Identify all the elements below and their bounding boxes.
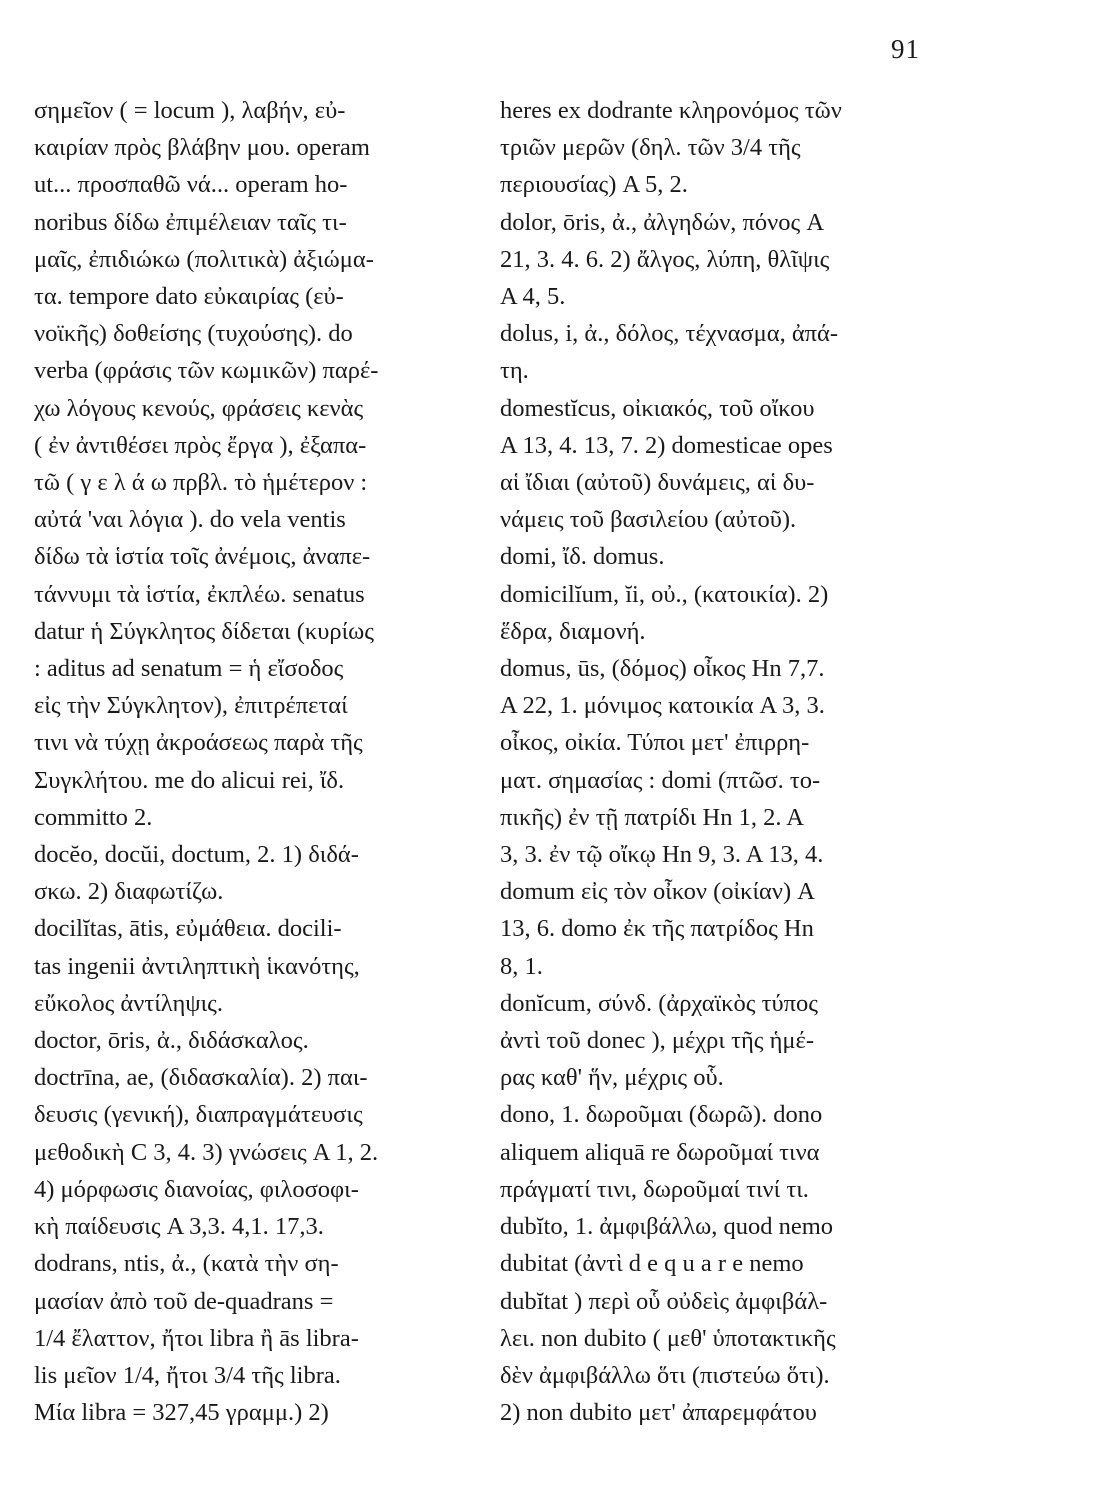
entry-line: οἶκος, οἰκία. Τύποι μετ' ἐπιρρη-: [500, 729, 810, 757]
dictionary-entry: [34, 1245, 454, 1431]
entry-line: χω λόγους κενούς, φράσεις κενὰς: [34, 394, 364, 422]
entry-line: τα. tempore dato εὐκαιρίας (εὐ-: [34, 283, 344, 311]
entry-line: ρας καθ' ἥν, μέχρις οὗ.: [500, 1064, 724, 1092]
entry-line: ( ἐν ἀντιθέσει πρὸς ἔργα ), ἐξαπα-: [34, 431, 367, 459]
entry-line: μεθοδικὴ C 3, 4. 3) γνώσεις A 1, 2.: [34, 1138, 379, 1166]
entry-line: heres ex dodrante κληρονόμος τῶν: [500, 97, 842, 124]
entry-line: domicilĭum, ĭi, οὐ., (κατοικία). 2): [500, 580, 829, 608]
entry-line: δευσις (γενική), διαπραγμάτευσις: [34, 1101, 363, 1129]
entry-line: 4) μόρφωσις διανοίας, φιλοσοφι-: [34, 1175, 359, 1203]
entry-line: verba (φράσις τῶν κωμικῶν) παρέ-: [34, 357, 379, 385]
entry-line: Συγκλήτου. me do alicui rei, ἴδ.: [34, 766, 345, 794]
entry-line: σημεῖον ( = locum ), λαβήν, εὐ-: [34, 97, 346, 124]
dictionary-entry: [500, 315, 930, 389]
entry-line: A 22, 1. μόνιμος κατοικία A 3, 3.: [500, 692, 825, 720]
dictionary-entry: [500, 1208, 930, 1431]
entry-line: εὔκολος ἀντίληψις.: [34, 989, 224, 1017]
entry-line: docilĭtas, ātis, εὐμάθεια. docili-: [34, 915, 342, 943]
entry-line: τριῶν μερῶν (δηλ. τῶν 3/4 τῆς: [500, 134, 801, 162]
dictionary-entry: [500, 92, 930, 204]
entry-line: Μία libra = 327,45 γραμμ.) 2): [34, 1399, 329, 1427]
entry-line: λει. non dubito ( μεθ' ὑποτακτικῆς: [500, 1324, 836, 1352]
entry-line: committo 2.: [34, 803, 153, 831]
dictionary-entry: [500, 650, 930, 985]
entry-line: domum εἰς τὸν οἶκον (οἰκίαν) A: [500, 878, 815, 906]
entry-line: dolor, ōris, ἀ., ἀλγηδών, πόνος A: [500, 208, 825, 236]
entry-line: ἀντὶ τοῦ donec ), μέχρι τῆς ἡμέ-: [500, 1027, 814, 1055]
entry-line: dolus, i, ἀ., δόλος, τέχνασμα, ἀπά-: [500, 320, 839, 348]
entry-line: dubĭtat ) περὶ οὗ οὐδεὶς ἀμφιβάλ-: [500, 1287, 828, 1315]
entry-line: dono, 1. δωροῦμαι (δωρῶ). dono: [500, 1101, 823, 1129]
entry-line: δίδω τὰ ἱστία τοῖς ἀνέμοις, ἀναπε-: [34, 543, 371, 571]
entry-line: 3, 3. ἐν τῷ οἴκῳ Hn 9, 3. A 13, 4.: [500, 841, 824, 869]
dictionary-entry: [34, 1022, 454, 1059]
entry-line: τινι νὰ τύχῃ ἀκροάσεως παρὰ τῆς: [34, 729, 363, 757]
entry-line: νάμεις τοῦ βασιλείου (αὐτοῦ).: [500, 506, 797, 534]
entry-line: 21, 3. 4. 6. 2) ἄλγος, λύπη, θλῖψις: [500, 245, 830, 273]
entry-line: 1/4 ἔλαττον, ἤτοι libra ἢ ās libra-: [34, 1324, 359, 1352]
entry-line: domestĭcus, οἰκιακός, τοῦ οἴκου: [500, 394, 815, 422]
entry-line: dubĭto, 1. ἀμφιβάλλω, quod nemo: [500, 1213, 834, 1241]
dictionary-entry: [34, 92, 454, 836]
entry-line: donĭcum, σύνδ. (ἀρχαϊκὸς τύπος: [500, 989, 818, 1017]
entry-line: A 4, 5.: [500, 283, 566, 311]
dictionary-entry: [500, 1096, 930, 1208]
entry-line: κὴ παίδευσις A 3,3. 4,1. 17,3.: [34, 1213, 324, 1241]
entry-line: aliquem aliquā re δωροῦμαί τινα: [500, 1138, 820, 1166]
entry-line: A 13, 4. 13, 7. 2) domesticae opes: [500, 431, 833, 459]
dictionary-entry: [500, 985, 930, 1097]
entry-line: τῶ ( γ ε λ ά ω πρβλ. τὸ ἡμέτερον :: [34, 469, 368, 497]
entry-line: εἰς τὴν Σύγκλητον), ἐπιτρέπεταί: [34, 692, 348, 720]
entry-line: αὐτά 'ναι λόγια ). do vela ventis: [34, 506, 346, 534]
entry-line: doctrīna, ae, (διδασκαλία). 2) παι-: [34, 1064, 368, 1092]
entry-line: dubitat (ἀντὶ d e q u a r e nemo: [500, 1250, 804, 1278]
entry-line: dodrans, ntis, ἀ., (κατὰ τὴν ση-: [34, 1250, 339, 1278]
entry-line: tas ingenii ἀντιληπτικὴ ἱκανότης,: [34, 952, 360, 980]
entry-line: domus, ūs, (δόμος) οἶκος Hn 7,7.: [500, 655, 825, 683]
dictionary-entry: [34, 836, 454, 910]
dictionary-entry: [500, 576, 930, 650]
entry-line: ματ. σημασίας : domi (πτῶσ. το-: [500, 766, 821, 794]
entry-line: lis μεῖον 1/4, ἤτοι 3/4 τῆς libra.: [34, 1361, 341, 1389]
entry-line: νοϊκῆς) δοθείσης (τυχούσης). do: [34, 320, 353, 348]
page-number: 91: [891, 34, 920, 64]
entry-line: τη.: [500, 357, 529, 385]
entry-line: καιρίαν πρὸς βλάβην μου. operam: [34, 134, 370, 162]
entry-line: περιουσίας) A 5, 2.: [500, 171, 688, 199]
entry-line: : aditus ad senatum = ἡ εἴσοδος: [34, 655, 344, 683]
entry-line: domi, ἴδ. domus.: [500, 543, 665, 571]
entry-line: σκω. 2) διαφωτίζω.: [34, 878, 224, 906]
entry-line: ἕδρα, διαμονή.: [500, 617, 646, 645]
dictionary-entry: [500, 204, 930, 316]
entry-line: αἱ ἴδιαι (αὐτοῦ) δυνάμεις, αἱ δυ-: [500, 469, 815, 497]
entry-line: noribus δίδω ἐπιμέλειαν ταῖς τι-: [34, 208, 347, 236]
entry-line: doctor, ōris, ἀ., διδάσκαλος.: [34, 1027, 309, 1055]
dictionary-entry: [34, 910, 454, 1022]
entry-line: δὲν ἀμφιβάλλω ὅτι (πιστεύω ὅτι).: [500, 1361, 830, 1389]
entry-line: docĕo, docŭi, doctum, 2. 1) διδά-: [34, 841, 359, 869]
entry-line: 2) non dubito μετ' ἀπαρεμφάτου: [500, 1399, 817, 1427]
entry-line: τάννυμι τὰ ἱστία, ἐκπλέω. senatus: [34, 580, 365, 608]
entry-line: πικῆς) ἐν τῇ πατρίδι Hn 1, 2. A: [500, 803, 804, 831]
dictionary-entry: [500, 538, 930, 575]
entry-line: 8, 1.: [500, 952, 543, 980]
entry-line: ut... προσπαθῶ νά... operam ho-: [34, 171, 348, 199]
entry-line: datur ἡ Σύγκλητος δίδεται (κυρίως: [34, 617, 375, 645]
entry-line: μασίαν ἀπὸ τοῦ de-quadrans =: [34, 1287, 334, 1315]
entry-line: πράγματί τινι, δωροῦμαί τινί τι.: [500, 1175, 809, 1203]
dictionary-entry: [34, 1059, 454, 1245]
right-column: [500, 92, 930, 1431]
entry-line: 13, 6. domo ἐκ τῆς πατρίδος Hn: [500, 915, 814, 943]
entry-line: μαῖς, ἐπιδιώκω (πολιτικὰ) ἀξιώμα-: [34, 245, 374, 273]
dictionary-entry: [500, 390, 930, 539]
left-column: [34, 92, 454, 1431]
